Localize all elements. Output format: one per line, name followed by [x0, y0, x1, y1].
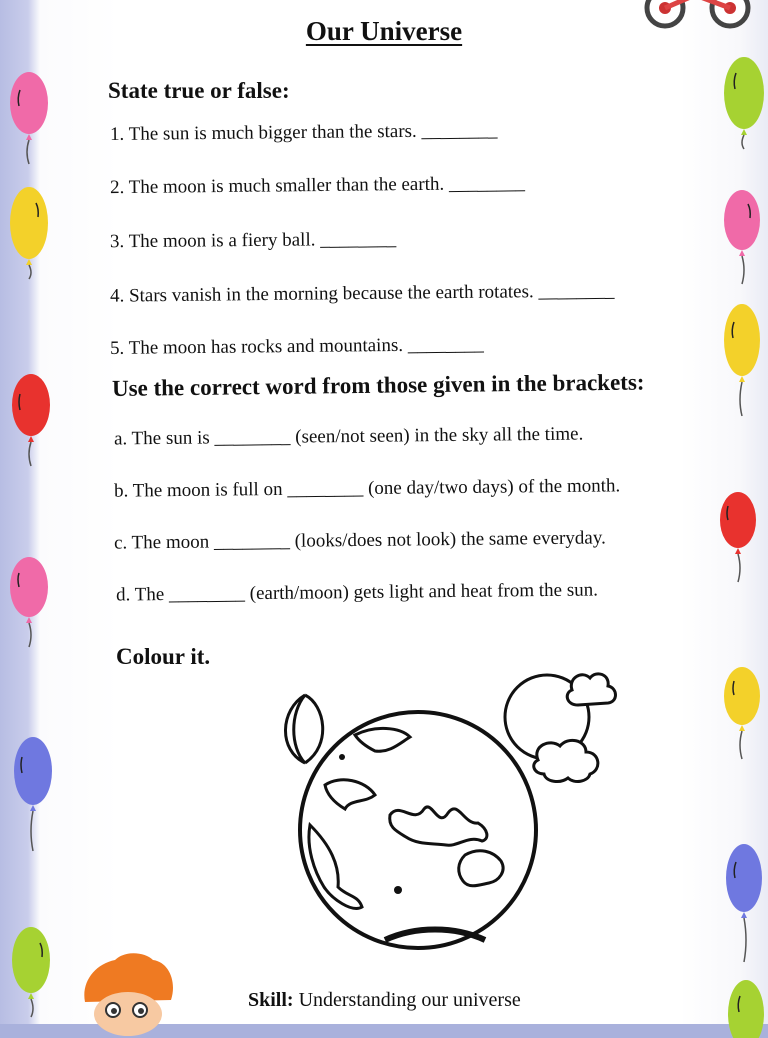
true-false-item-1: 1. The sun is much bigger than the stars. ________: [109, 119, 498, 146]
balloon-icon: [718, 490, 758, 585]
balloon-icon: [724, 842, 764, 967]
true-false-item-3: 3. The moon is a fiery ball. ________: [109, 228, 397, 253]
balloon-icon: [8, 555, 50, 650]
correct-word-item-b: b. The moon is full on ________ (one day/two days) of the month.: [113, 475, 621, 502]
correct-word-heading: Use the correct word from those given in the brackets:: [111, 369, 645, 401]
balloon-icon: [10, 372, 52, 467]
balloon-icon: [726, 978, 766, 1038]
balloon-icon: [12, 735, 54, 855]
balloon-icon: [722, 188, 762, 288]
colour-heading: Colour it.: [116, 644, 211, 669]
true-false-item-5: 5. The moon has rocks and mountains. ________: [109, 334, 484, 359]
skill-footer: [248, 989, 521, 1012]
balloon-icon: [722, 55, 766, 150]
skill-text: Understanding our universe: [298, 989, 521, 1011]
boy-character-icon: [80, 952, 175, 1024]
balloon-icon: [722, 665, 762, 765]
skill-label: Skill:: [248, 989, 294, 1011]
correct-word-item-d: d. The ________ (earth/moon) gets light and heat from the sun.: [115, 579, 599, 606]
bicycle-icon: [640, 0, 755, 35]
moon-illustration: [285, 695, 322, 763]
space-illustration: [270, 665, 615, 970]
balloon-icon: [722, 302, 762, 422]
correct-word-item-c: c. The moon ________ (looks/does not look) the same everyday.: [113, 527, 606, 554]
correct-word-item-a: a. The sun is ________ (seen/not seen) in the sky all the time.: [113, 423, 584, 450]
true-false-item-4: 4. Stars vanish in the morning because the earth rotates. ________: [109, 280, 615, 307]
true-false-item-2: 2. The moon is much smaller than the earth. ________: [109, 172, 526, 199]
balloon-icon: [8, 185, 50, 280]
earth-illustration: [300, 712, 536, 948]
balloon-icon: [10, 925, 52, 1020]
page-title: Our Universe: [305, 16, 463, 46]
balloon-icon: [8, 70, 50, 165]
true-false-heading: State true or false:: [108, 78, 290, 103]
